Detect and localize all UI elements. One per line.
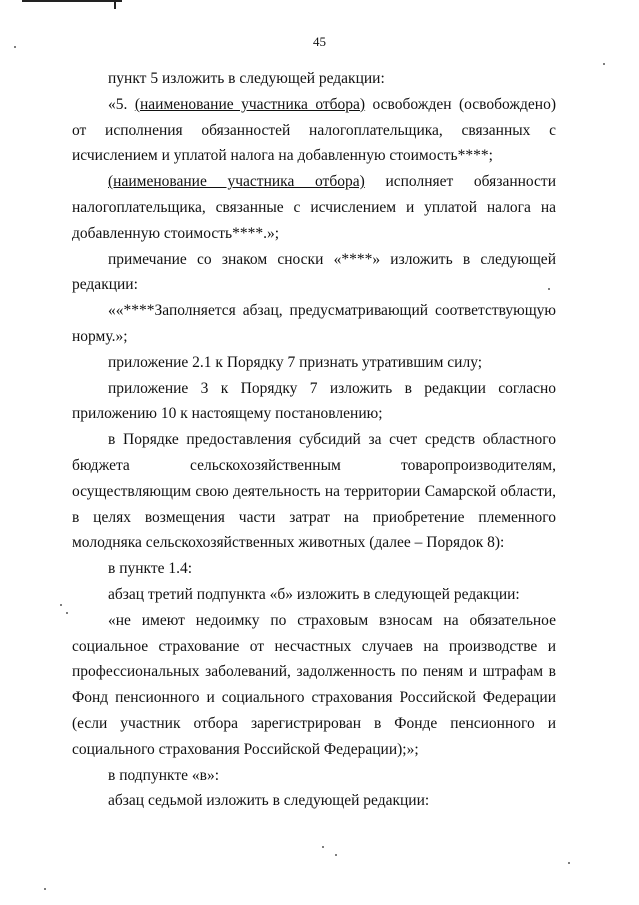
paragraph-4: примечание со знаком сноски «****» изложить в следующей редакции:: [72, 250, 556, 294]
scan-speck: [14, 46, 16, 48]
scan-speck: [548, 288, 550, 290]
scan-speck: [60, 604, 62, 606]
participant-name-placeholder-1: (наименование участника отбора): [134, 95, 366, 113]
paragraph-2-post: освобожден (освобождено) от исполнения обязанностей налогоплательщика, связанных с исчислением и уплатой налога на добавленную стоимость****;: [72, 95, 557, 165]
scan-speck: [66, 612, 68, 614]
page-number: 45: [313, 34, 326, 49]
paragraph-9: в пункте 1.4:: [108, 560, 193, 578]
paragraph-3: [72, 169, 556, 246]
scan-speck: [322, 846, 324, 848]
paragraph-8: в Порядке предоставления субсидий за счет средств областного бюджета сельскохозяйственным товаропроизводителям, осуществляющим свою деятельность на территории Самарской области, в целях возмещения части затрат на приобретение племенного молодняка сельскохозяйственных животных (далее – Порядок 8):: [72, 431, 556, 552]
paragraph-12: в подпункте «в»:: [108, 766, 219, 784]
document-body: [72, 66, 556, 814]
participant-name-placeholder-2: (наименование участника отбора): [108, 173, 365, 191]
paragraph-2-pre: «5.: [108, 95, 135, 113]
paragraph-10: абзац третий подпункта «б» изложить в следующей редакции:: [108, 585, 520, 603]
paragraph-5: ««****Заполняется абзац, предусматривающий соответствующую норму.»;: [72, 302, 556, 345]
paragraph-13: абзац седьмой изложить в следующей редакции:: [108, 792, 430, 810]
paragraph-2: [72, 92, 556, 169]
paragraph-3-post: исполняет обязанности налогоплательщика, связанные с исчислением и уплатой налога на добавленную стоимость****.»;: [72, 173, 556, 242]
scan-edge-line: [22, 0, 122, 2]
scan-edge-tick: [114, 0, 116, 9]
paragraph-7: приложение 3 к Порядку 7 изложить в редакции согласно приложению 10 к настоящему постановлению;: [72, 379, 556, 423]
scan-speck: [603, 63, 605, 65]
paragraph-6: приложение 2.1 к Порядку 7 признать утратившим силу;: [108, 353, 483, 371]
paragraph-11: «не имеют недоимку по страховым взносам на обязательное социальное страхование от несчастных случаев на производстве и профессиональных заболеваний, задолженность по пеням и штрафам в Фонд пенсионного и социального страхования Российской Федерации (если участник отбора зарегистрирован в Фонде пенсионного и социального страхования Российской Федерации);»;: [72, 611, 556, 758]
scan-speck: [44, 888, 46, 890]
paragraph-1: пункт 5 изложить в следующей редакции:: [108, 70, 385, 87]
scan-speck: [335, 854, 337, 856]
scan-speck: [568, 862, 570, 864]
